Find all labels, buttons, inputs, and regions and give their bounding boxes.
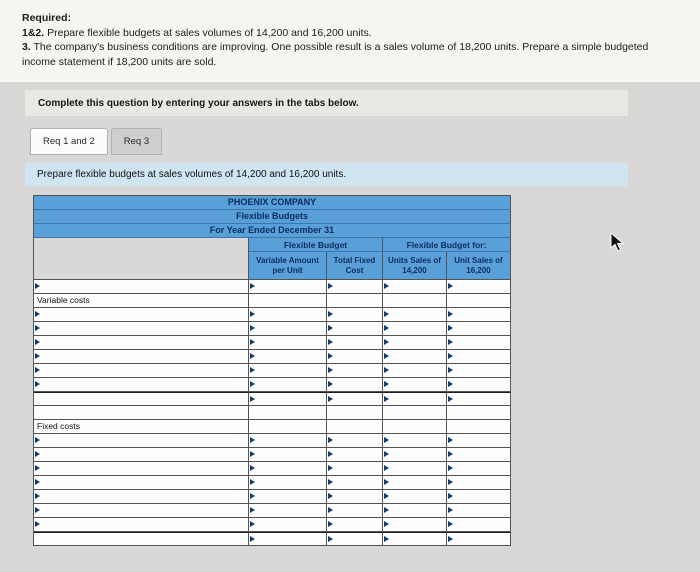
cell-arrow-icon [35,283,40,289]
empty-cell [34,392,249,406]
cell-arrow-icon [35,465,40,471]
input-cell[interactable] [34,476,249,490]
cell-arrow-icon [384,283,389,289]
cell-arrow-icon [448,479,453,485]
input-cell[interactable] [34,462,249,476]
cell-arrow-icon [448,465,453,471]
corner-cell [34,238,249,252]
tab-instruction-text: Prepare flexible budgets at sales volumes of 14,200 and 16,200 units. [37,169,347,180]
empty-cell [447,406,511,420]
input-cell[interactable] [447,322,511,336]
cell-arrow-icon [35,521,40,527]
cell-arrow-icon [35,353,40,359]
empty-cell [327,420,383,434]
table-row-input [34,364,511,378]
input-cell[interactable] [383,490,447,504]
input-cell[interactable] [383,476,447,490]
input-cell[interactable] [249,378,327,392]
budget-worksheet [33,195,511,546]
cell-arrow-icon [250,465,255,471]
cell-arrow-icon [448,396,453,402]
table-row-input [34,518,511,532]
cell-arrow-icon [250,507,255,513]
table-row-total [34,532,511,546]
table-row-section [34,294,511,308]
cell-arrow-icon [384,339,389,345]
cell-arrow-icon [328,311,333,317]
empty-cell [447,294,511,308]
input-cell[interactable] [447,392,511,406]
input-cell[interactable] [447,476,511,490]
empty-cell [327,406,383,420]
input-cell[interactable] [327,322,383,336]
row-section-label: Variable costs [37,295,90,305]
input-cell[interactable] [327,532,383,546]
cell-arrow-icon [448,493,453,499]
input-cell[interactable] [34,308,249,322]
cell-arrow-icon [35,507,40,513]
cell-arrow-icon [384,381,389,387]
cell-arrow-icon [328,479,333,485]
group-header-row [34,238,511,252]
input-cell[interactable] [327,364,383,378]
input-cell[interactable] [383,378,447,392]
empty-cell [327,294,383,308]
question-text-area [0,0,700,82]
row-label-cell [34,294,249,308]
table-row-section [34,420,511,434]
table-row-input [34,462,511,476]
cell-arrow-icon [250,353,255,359]
input-cell[interactable] [34,448,249,462]
input-cell[interactable] [34,378,249,392]
input-cell[interactable] [447,490,511,504]
cell-arrow-icon [328,396,333,402]
column-header-variable-amount-per-unit: Variable Amount per Unit [249,252,327,280]
cell-arrow-icon [35,437,40,443]
input-cell[interactable] [249,350,327,364]
input-cell[interactable] [447,280,511,294]
input-cell[interactable] [327,448,383,462]
input-cell[interactable] [447,350,511,364]
column-header-units-sales-14200: Units Sales of 14,200 [383,252,447,280]
input-cell[interactable] [383,532,447,546]
cell-arrow-icon [448,367,453,373]
input-cell[interactable] [249,476,327,490]
corner-cell [34,252,249,280]
cell-arrow-icon [250,536,255,542]
cell-arrow-icon [250,493,255,499]
input-cell[interactable] [447,378,511,392]
requirement-1-2-prefix: 1&2. [22,26,45,39]
input-cell[interactable] [383,392,447,406]
column-header-unit-sales-16200: Unit Sales of 16,200 [447,252,511,280]
cell-arrow-icon [448,311,453,317]
input-cell[interactable] [34,364,249,378]
table-row-input [34,448,511,462]
cell-arrow-icon [384,536,389,542]
input-cell[interactable] [447,504,511,518]
input-cell[interactable] [249,336,327,350]
input-cell[interactable] [327,434,383,448]
group-header-flexible-budget-for: Flexible Budget for: [383,238,511,252]
answer-panel [0,82,700,572]
empty-cell [383,420,447,434]
input-cell[interactable] [327,504,383,518]
cell-arrow-icon [448,353,453,359]
input-cell[interactable] [327,378,383,392]
empty-cell [249,420,327,434]
input-cell[interactable] [383,322,447,336]
empty-cell [383,406,447,420]
input-cell[interactable] [383,308,447,322]
cell-arrow-icon [384,451,389,457]
cell-arrow-icon [328,339,333,345]
input-cell[interactable] [447,462,511,476]
input-cell[interactable] [327,336,383,350]
cell-arrow-icon [384,311,389,317]
input-cell[interactable] [383,280,447,294]
empty-cell [249,406,327,420]
cell-arrow-icon [250,339,255,345]
input-cell[interactable] [383,448,447,462]
row-label-cell [34,420,249,434]
cell-arrow-icon [250,381,255,387]
cell-arrow-icon [384,465,389,471]
cell-arrow-icon [448,521,453,527]
table-row-input [34,322,511,336]
input-cell[interactable] [447,532,511,546]
instruction-banner-text: Complete this question by entering your answers in the tabs below. [38,97,359,109]
table-row-input [34,490,511,504]
cell-arrow-icon [250,283,255,289]
input-cell[interactable] [34,336,249,350]
tab-instruction-bar [25,163,628,186]
cell-arrow-icon [250,311,255,317]
table-row-subtotal [34,392,511,406]
cell-arrow-icon [35,325,40,331]
input-cell[interactable] [249,434,327,448]
cell-arrow-icon [384,396,389,402]
cell-arrow-icon [384,353,389,359]
cell-arrow-icon [250,325,255,331]
cell-arrow-icon [328,536,333,542]
input-cell[interactable] [447,448,511,462]
cell-arrow-icon [35,451,40,457]
requirement-1-2-text: 1&2. Prepare flexible budgets at sales volumes of 14,200 and 16,200 units. [22,26,372,39]
cell-arrow-icon [328,325,333,331]
input-cell[interactable] [34,434,249,448]
input-cell[interactable] [327,518,383,532]
cell-arrow-icon [448,339,453,345]
cell-arrow-icon [328,283,333,289]
cell-arrow-icon [384,521,389,527]
input-cell[interactable] [327,392,383,406]
cell-arrow-icon [448,283,453,289]
cell-arrow-icon [35,493,40,499]
cell-arrow-icon [250,437,255,443]
cell-arrow-icon [328,353,333,359]
empty-cell [447,420,511,434]
input-cell[interactable] [447,518,511,532]
input-cell[interactable] [34,350,249,364]
input-cell[interactable] [34,322,249,336]
input-cell[interactable] [249,448,327,462]
cell-arrow-icon [448,437,453,443]
cell-arrow-icon [250,521,255,527]
input-cell[interactable] [34,280,249,294]
empty-cell [249,294,327,308]
input-cell[interactable] [447,364,511,378]
required-label: Required: [22,12,72,24]
cell-arrow-icon [250,479,255,485]
requirement-3-text: 3. The company's business conditions are improving. One possible result is a sales volume of 18,200 units. Prepare a simple budgeted income statement if 18,200 units are sold. [22,41,649,69]
cell-arrow-icon [250,396,255,402]
cell-arrow-icon [35,367,40,373]
tab-req-1-and-2[interactable]: Req 1 and 2 [30,128,108,155]
table-row-spacer [34,406,511,420]
input-cell[interactable] [34,518,249,532]
cell-arrow-icon [448,507,453,513]
requirement-3-prefix: 3. [22,41,31,54]
cell-arrow-icon [384,367,389,373]
input-cell[interactable] [383,504,447,518]
cell-arrow-icon [448,536,453,542]
cell-arrow-icon [384,493,389,499]
table-row-input [34,504,511,518]
input-cell[interactable] [327,308,383,322]
input-cell[interactable] [383,364,447,378]
cell-arrow-icon [35,381,40,387]
cell-arrow-icon [328,367,333,373]
input-cell[interactable] [383,518,447,532]
sheet-rows [34,280,511,546]
cell-arrow-icon [384,437,389,443]
cell-arrow-icon [328,507,333,513]
group-header-flexible-budget: Flexible Budget [249,238,383,252]
cell-arrow-icon [448,451,453,457]
empty-cell [383,294,447,308]
input-cell[interactable] [327,462,383,476]
input-cell[interactable] [249,462,327,476]
cell-arrow-icon [250,367,255,373]
input-cell[interactable] [249,504,327,518]
input-cell[interactable] [383,350,447,364]
cell-arrow-icon [328,493,333,499]
input-cell[interactable] [249,364,327,378]
input-cell[interactable] [447,308,511,322]
column-header-total-fixed-cost: Total Fixed Cost [327,252,383,280]
input-cell[interactable] [327,280,383,294]
cell-arrow-icon [448,325,453,331]
instruction-banner [25,90,628,116]
tab-bar [30,128,162,155]
table-row-input [34,280,511,294]
cell-arrow-icon [35,339,40,345]
input-cell[interactable] [447,434,511,448]
input-cell[interactable] [249,532,327,546]
input-cell[interactable] [249,308,327,322]
cell-arrow-icon [328,521,333,527]
cell-arrow-icon [328,465,333,471]
tab-req-3[interactable]: Req 3 [111,128,162,155]
input-cell[interactable] [249,280,327,294]
cell-arrow-icon [384,507,389,513]
input-cell[interactable] [327,350,383,364]
input-cell[interactable] [249,490,327,504]
input-cell[interactable] [249,392,327,406]
cell-arrow-icon [35,311,40,317]
company-name-header: PHOENIX COMPANY [34,196,511,210]
report-title-header: Flexible Budgets [34,210,511,224]
empty-cell [34,406,249,420]
table-row-input [34,434,511,448]
input-cell[interactable] [327,490,383,504]
table-row-input [34,308,511,322]
input-cell[interactable] [447,336,511,350]
cell-arrow-icon [384,325,389,331]
input-cell[interactable] [34,504,249,518]
cell-arrow-icon [328,437,333,443]
cell-arrow-icon [328,381,333,387]
input-cell[interactable] [249,322,327,336]
cell-arrow-icon [35,479,40,485]
input-cell[interactable] [34,490,249,504]
input-cell[interactable] [249,518,327,532]
row-section-label: Fixed costs [37,421,80,431]
cell-arrow-icon [328,451,333,457]
cell-arrow-icon [448,381,453,387]
input-cell[interactable] [383,336,447,350]
table-row-input [34,476,511,490]
table-row-input [34,378,511,392]
input-cell[interactable] [383,434,447,448]
cell-arrow-icon [250,451,255,457]
empty-cell [34,532,249,546]
input-cell[interactable] [383,462,447,476]
table-row-input [34,350,511,364]
cell-arrow-icon [384,479,389,485]
input-cell[interactable] [327,476,383,490]
mouse-cursor-icon [610,232,626,254]
column-header-row [34,252,511,280]
period-header: For Year Ended December 31 [34,224,511,238]
table-row-input [34,336,511,350]
